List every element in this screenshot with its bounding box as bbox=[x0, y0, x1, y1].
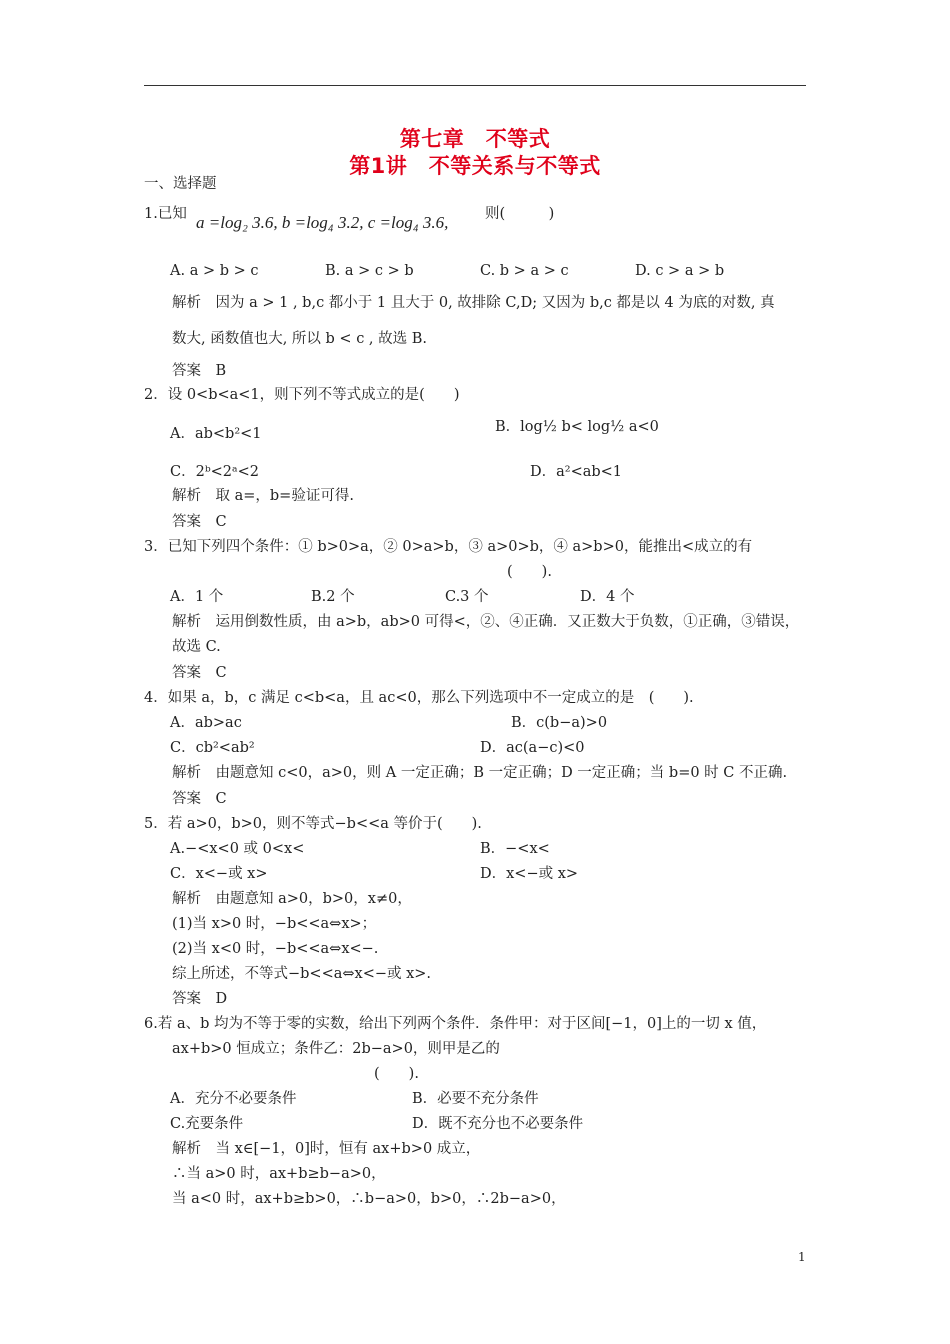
text-line: 答案 B bbox=[172, 363, 227, 379]
text-line: 解析 由题意知 a>0，b>0，x≠0， bbox=[172, 891, 412, 907]
section-heading: 一、选择题 bbox=[144, 176, 217, 192]
text-line: C．2ᵇ<2ᵃ<2 bbox=[170, 464, 259, 480]
text-line: 5．若 a>0，b>0，则不等式−b<<a 等价于( ). bbox=[144, 816, 482, 832]
text-line: 1.已知 bbox=[144, 206, 187, 222]
text-line: 解析 当 x∈[−1，0]时，恒有 ax+b>0 成立， bbox=[172, 1141, 481, 1157]
text-line: B．必要不充分条件 bbox=[412, 1091, 539, 1107]
text-line: (1)当 x>0 时，−b<<a⇔x>； bbox=[172, 916, 377, 932]
text-line: B. a > c > b bbox=[325, 263, 414, 279]
text-line: A．1 个 bbox=[170, 589, 224, 605]
text-line: 则( ) bbox=[485, 206, 555, 222]
text-line: D. c > a > b bbox=[635, 263, 725, 279]
text-line: 答案 C bbox=[172, 791, 227, 807]
page-number: 1 bbox=[798, 1250, 806, 1264]
text-line: C.充要条件 bbox=[170, 1116, 244, 1132]
text-line: 数大, 函数值也大, 所以 b < c , 故选 B. bbox=[172, 331, 428, 347]
text-line: D．ac(a−c)<0 bbox=[480, 740, 585, 756]
text-line: B.2 个 bbox=[311, 589, 355, 605]
text-line: 解析 因为 a > 1 , b,c 都小于 1 且大于 0, 故排除 C,D; 又因为 b,c 都是以 4 为底的对数, 真 bbox=[172, 295, 775, 311]
text-line: ( ). bbox=[507, 564, 552, 580]
text-line: D．x<−或 x> bbox=[480, 866, 579, 882]
text-line: (2)当 x<0 时，−b<<a⇔x<−. bbox=[172, 941, 379, 957]
text-line: 解析 由题意知 c<0，a>0，则 A 一定正确；B 一定正确；D 一定正确；当 b=0 时 C 不正确. bbox=[172, 765, 788, 781]
text-line: D．4 个 bbox=[580, 589, 635, 605]
text-line: A.−<x<0 或 0<x< bbox=[170, 841, 305, 857]
text-line: C. b > a > c bbox=[480, 263, 569, 279]
text-line: a =log₂ 3.6, b =log₄ 3.2, c =log₄ 3.6, bbox=[196, 213, 449, 232]
text-line: D．a²<ab<1 bbox=[530, 464, 623, 480]
text-line: ∴当 a>0 时，ax+b≥b−a>0， bbox=[172, 1166, 386, 1182]
text-line: B．−<x< bbox=[480, 841, 550, 857]
text-line: A．ab<b²<1 bbox=[170, 426, 262, 442]
text-line: C.3 个 bbox=[445, 589, 489, 605]
text-line: 3．已知下列四个条件：① b>0>a，② 0>a>b，③ a>0>b，④ a>b>0，能推出<成立的有 bbox=[144, 539, 753, 555]
text-line: C．cb²<ab² bbox=[170, 740, 255, 756]
text-line: ax+b>0 恒成立；条件乙：2b−a>0，则甲是乙的 bbox=[172, 1041, 500, 1057]
lesson-title: 第1讲 不等关系与不等式 bbox=[349, 154, 601, 178]
text-line: 4．如果 a，b，c 满足 c<b<a，且 ac<0，那么下列选项中不一定成立的是 ( ). bbox=[144, 690, 694, 706]
text-line: 6.若 a、b 均为不等于零的实数，给出下列两个条件．条件甲：对于区间[−1，0]上的一切 x 值， bbox=[144, 1016, 767, 1032]
text-line: 解析 取 a=，b=验证可得. bbox=[172, 488, 354, 504]
text-line: B．c(b−a)>0 bbox=[511, 715, 608, 731]
chapter-title: 第七章 不等式 bbox=[399, 127, 551, 151]
text-line: 综上所述，不等式−b<<a⇔x<−或 x>. bbox=[172, 966, 432, 982]
text-line: 2．设 0<b<a<1，则下列不等式成立的是( ) bbox=[144, 387, 460, 403]
text-line: 当 a<0 时，ax+b≥b>0，∴b−a>0，b>0，∴2b−a>0， bbox=[172, 1191, 566, 1207]
text-line: D．既不充分也不必要条件 bbox=[412, 1116, 584, 1132]
text-line: A. a > b > c bbox=[170, 263, 259, 279]
text-line: 解析 运用倒数性质，由 a>b，ab>0 可得<，②、④正确．又正数大于负数，①正确，③错误， bbox=[172, 614, 800, 630]
text-line: 故选 C. bbox=[172, 639, 221, 655]
header-rule bbox=[144, 85, 806, 86]
text-line: 答案 D bbox=[172, 991, 228, 1007]
text-line: ( ). bbox=[374, 1066, 419, 1082]
text-line: A．充分不必要条件 bbox=[170, 1091, 297, 1107]
text-line: 答案 C bbox=[172, 665, 227, 681]
text-line: 答案 C bbox=[172, 514, 227, 530]
text-line: C．x<−或 x> bbox=[170, 866, 268, 882]
text-line: A．ab>ac bbox=[170, 715, 242, 731]
text-line: B．log½ b< log½ a<0 bbox=[495, 419, 659, 435]
